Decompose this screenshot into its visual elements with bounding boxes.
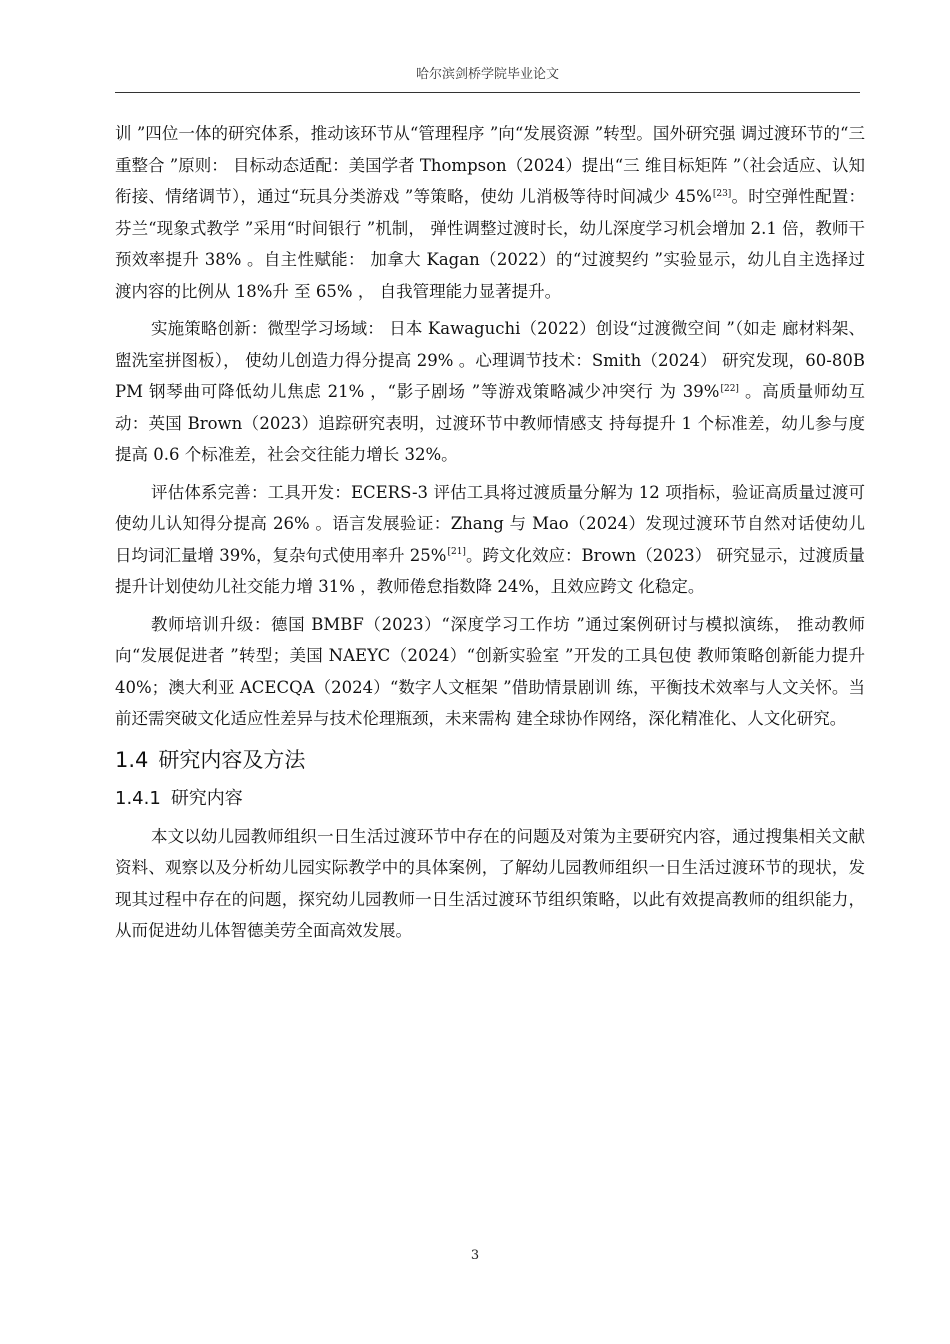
paragraph-text: 训 ”四位一体的研究体系，推动该环节从“管理程序 ”向“发展资源 ”转型。国外研究强 调过渡环节的“三重整合 ”原则： 目标动态适配：美国学者 Thompson（2024）提出“三 维目标矩阵 ”（社会适应、认知衔接、情绪调节），通过“玩具分类游戏 ”等策略，使幼 儿消极等待时间减少 45% [115, 124, 865, 206]
subsection-title: 研究内容 [170, 787, 243, 809]
page-number: 3 [470, 1248, 480, 1263]
paragraph-evaluation-system [115, 477, 865, 603]
section-number: 1.4 [115, 747, 149, 772]
paragraph-text-tail: 。高质量师幼互动：英国 Brown（2023）追踪研究表明，过渡环节中教师情感支 持每提升 1 个标准差，幼儿参与度提高 0.6 个标准差，社会交往能力增长 32%。 [115, 382, 866, 464]
section-title: 研究内容及方法 [158, 747, 306, 772]
paragraph-text-tail: 。时空弹性配置：芬兰“现象式教学 ”采用“时间银行 ”机制， 弹性调整过渡时长，幼儿深度学习机会增加 2.1 倍，教师干预效率提升 38% 。自主性赋能： 加拿大 Kagan（2022）的“过渡契约 ”实验显示，幼儿自主选择过渡内容的比例从 18%升 至 65% ， 自我管理能力显著提升。 [115, 187, 865, 301]
paragraph-foreign-research [115, 118, 865, 307]
subsection-number: 1.4.1 [115, 787, 161, 809]
citation-ref: [23] [712, 188, 732, 199]
paragraph-text: 实施策略创新：微型学习场域： 日本 Kawaguchi（2022）创设“过渡微空间 ”（如走 廊材料架、盥洗室拼图板）， 使幼儿创造力得分提高 29% 。心理调节技术：Smith（2024） 研究发现，60-80BPM 钢琴曲可降低幼儿焦虑 21% ，“影子剧场 ”等游戏策略减少冲突行 为 39% [115, 319, 865, 401]
paragraph-research-content [115, 821, 865, 947]
paragraph-text-tail: 。跨文化效应：Brown（2023） 研究显示，过渡质量提升计划使幼儿社交能力增 31% ，教师倦怠指数降 24%，且效应跨文 化稳定。 [115, 545, 865, 596]
paragraph-teacher-training [115, 609, 865, 735]
page-header [115, 62, 860, 93]
page-body [115, 118, 865, 947]
citation-ref: [22] [720, 383, 739, 394]
paragraph-strategy-innovation [115, 313, 865, 471]
paragraph-text: 教师培训升级：德国 BMBF（2023）“深度学习工作坊 ”通过案例研讨与模拟演练， 推动教师向“发展促进者 ”转型；美国 NAEYC（2024）“创新实验室 ”开发的工具包使 教师策略创新能力提升 40%；澳大利亚 ACECQA（2024）“数字人文框架 ”借助情景剧训 练，平衡技术效率与人文关怀。当前还需突破文化适应性差异与技术伦理瓶颈，未来需构 建全球协作网络，深化精准化、人文化研究。 [115, 614, 865, 728]
header-title: 哈尔滨剑桥学院毕业论文 [415, 67, 559, 82]
paragraph-text: 评估体系完善：工具开发：ECERS-3 评估工具将过渡质量分解为 12 项指标，验证高质量过渡可使幼儿认知得分提高 26% 。语言发展验证：Zhang 与 Mao（2024）发现过渡环节自然对话使幼儿日均词汇量增 39%，复杂句式使用率升 25% [115, 482, 865, 565]
paragraph-text: 本文以幼儿园教师组织一日生活过渡环节中存在的问题及对策为主要研究内容，通过搜集相关文献资料、观察以及分析幼儿园实际教学中的具体案例，了解幼儿园教师组织一日生活过渡环节的现状，发现其过程中存在的问题，探究幼儿园教师一日生活过渡环节组织策略，以此有效提高教师的组织能力，从而促进幼儿体智德美劳全面高效发展。 [115, 826, 865, 940]
citation-ref: [21] [447, 547, 466, 557]
subsection-heading [115, 783, 865, 815]
section-heading [115, 743, 865, 777]
